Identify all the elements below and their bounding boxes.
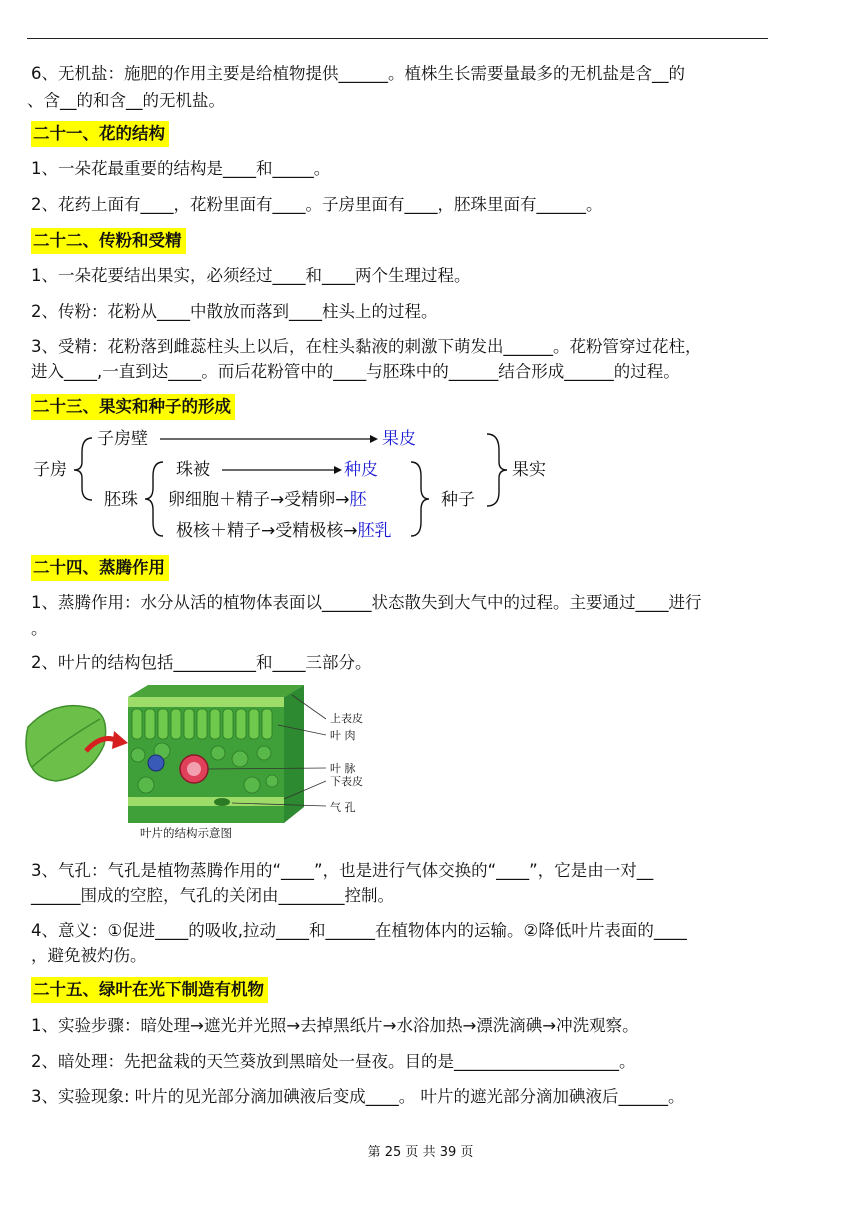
zoom-arrow-head [112, 731, 128, 749]
s24-line4b: ，避免被灼伤。 [31, 946, 147, 965]
label-lower-epidermis: 下表皮 [330, 775, 363, 788]
polar-equation-text: 极核＋精子→受精极核→ [176, 521, 358, 541]
block-top [128, 685, 304, 697]
label-embryo: 胚 [349, 490, 367, 510]
block-side [284, 685, 304, 823]
q6-line1: 6、无机盐：施肥的作用主要是给植物提供______。植株生长需要量最多的无机盐是含__的 [31, 64, 685, 83]
vein-core [187, 762, 201, 776]
upper-epidermis-layer [128, 697, 284, 707]
figure-caption: 叶片的结构示意图 [140, 826, 232, 840]
q6-line2: 、含__的和含__的无机盐。 [27, 91, 225, 110]
label-stomata: 气 孔 [330, 801, 356, 814]
label-seed: 种子 [441, 490, 475, 510]
s25-line2: 2、暗处理：先把盆栽的天竺葵放到黑暗处一昼夜。目的是____________________。 [31, 1052, 636, 1071]
s22-line3a: 3、受精：花粉落到雌蕊柱头上以后，在柱头黏液的刺激下萌发出______。花粉管穿过花柱， [31, 337, 702, 356]
s22-line3b: 进入____,一直到达____。而后花粉管中的____与胚珠中的______结合形成______的过程。 [31, 362, 680, 381]
egg-equation [168, 489, 367, 511]
label-ovary-wall: 子房壁 [97, 429, 148, 449]
s21-line2: 2、花药上面有____，花粉里面有____。子房里面有____，胚珠里面有______。 [31, 195, 603, 214]
palisade-cells [132, 709, 272, 739]
seed-brace [411, 462, 429, 536]
ovule-brace [145, 462, 163, 536]
label-ovule: 胚珠 [104, 490, 138, 510]
label-vein: 叶 脉 [330, 762, 356, 775]
label-ovary: 子房 [33, 460, 67, 480]
arrow-head-2 [334, 466, 342, 474]
egg-equation-text: 卵细胞＋精子→受精卵→ [168, 490, 350, 510]
lower-epidermis-layer [128, 797, 284, 806]
label-integument: 珠被 [176, 460, 210, 480]
label-endosperm: 胚乳 [357, 521, 392, 541]
arrow-head-1 [370, 435, 378, 443]
label-mesophyll: 叶 肉 [330, 729, 356, 742]
s24-line3a: 3、气孔：气孔是植物蒸腾作用的“____”，也是进行气体交换的“____”，它是由一对__ [31, 861, 654, 880]
section-21-title: 二十一、花的结构 [31, 121, 169, 147]
section-24-title: 二十四、蒸腾作用 [31, 555, 169, 581]
s22-line2: 2、传粉：花粉从____中散放而落到____柱头上的过程。 [31, 302, 438, 321]
s25-line3: 3、实验现象: 叶片的见光部分滴加碘液后变成____。 叶片的遮光部分滴加碘液后______。 [31, 1087, 685, 1106]
label-pericarp: 果皮 [382, 429, 416, 449]
fruit-brace [487, 434, 507, 506]
page-footer: 第 25 页 共 39 页 [367, 1145, 474, 1160]
label-fruit: 果实 [512, 460, 546, 480]
ovary-brace [74, 438, 92, 500]
s24-line4a: 4、意义：①促进____的吸收,拉动____和______在植物体内的运输。②降低叶片表面的____ [31, 921, 687, 940]
s24-line1b: 。 [31, 619, 48, 638]
label-upper-epidermis: 上表皮 [330, 712, 363, 725]
s24-line3b: ______围成的空腔，气孔的关闭由________控制。 [31, 886, 394, 905]
s24-line1a: 1、蒸腾作用：水分从活的植物体表面以______状态散失到大气中的过程。主要通过____进行 [31, 593, 702, 612]
vein-bundle-2 [148, 755, 164, 771]
stoma [214, 798, 230, 806]
s25-line1: 1、实验步骤：暗处理→遮光并光照→去掉黑纸片→水浴加热→漂洗滴碘→冲洗观察。 [31, 1016, 639, 1035]
s22-line1: 1、一朵花要结出果实，必须经过____和____两个生理过程。 [31, 266, 471, 285]
s21-line1: 1、一朵花最重要的结构是____和_____。 [31, 159, 331, 178]
label-seed-coat: 种皮 [344, 460, 378, 480]
leaf-figure-art [22, 685, 382, 847]
section-25-title: 二十五、绿叶在光下制造有机物 [31, 977, 268, 1003]
section-23-title: 二十三、果实和种子的形成 [31, 394, 235, 420]
section-22-title: 二十二、传粉和受精 [31, 228, 186, 254]
polar-equation [176, 520, 392, 542]
s24-line2: 2、叶片的结构包括__________和____三部分。 [31, 653, 372, 672]
